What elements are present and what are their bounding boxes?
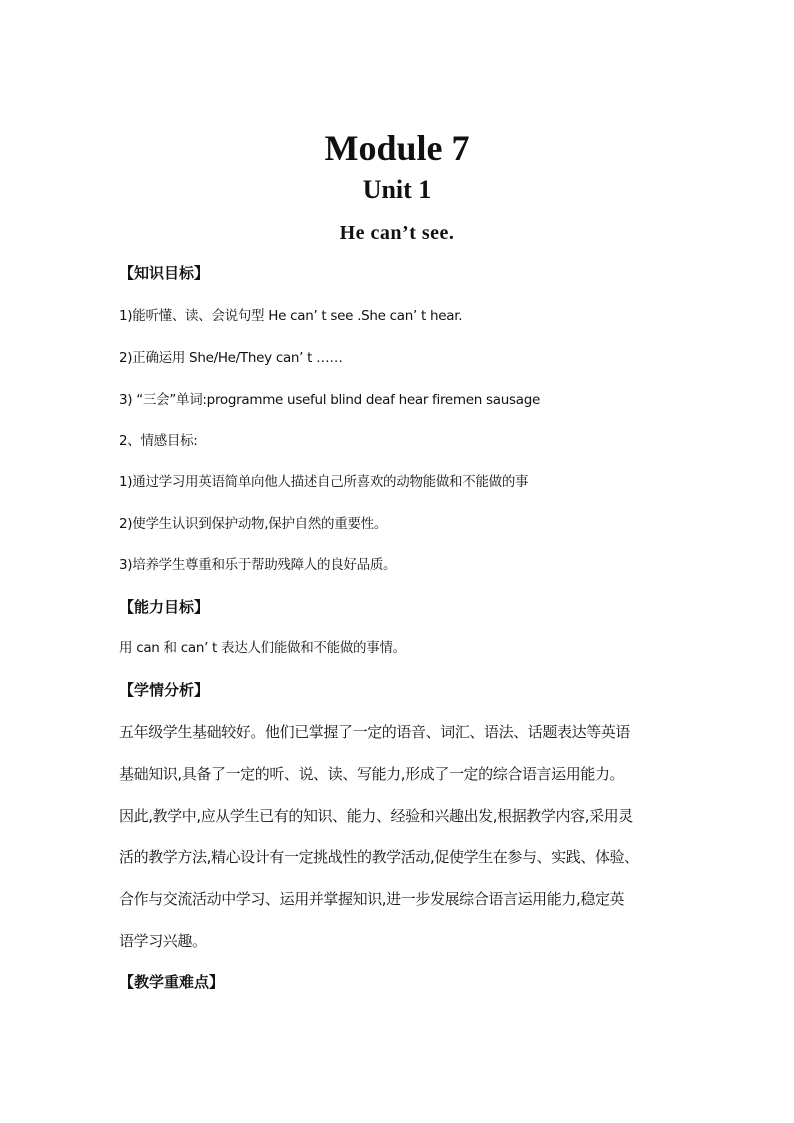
emotion-goals-heading: 2、情感目标:	[119, 433, 198, 449]
emotion-goal-item: 3)培养学生尊重和乐于帮助残障人的良好品质。	[119, 557, 397, 573]
learner-analysis-line: 因此,教学中,应从学生已有的知识、能力、经验和兴趣出发,根据教学内容,采用灵	[119, 807, 633, 825]
knowledge-goal-item: 2)正确运用 She/He/They can’ t ……	[119, 350, 343, 366]
learner-analysis-line: 语学习兴趣。	[119, 932, 207, 950]
learner-analysis-line: 活的教学方法,精心设计有一定挑战性的教学活动,促使学生在参与、实践、体验、	[119, 848, 639, 866]
learner-analysis-heading: 【学情分析】	[119, 681, 210, 699]
learner-analysis-line: 基础知识,具备了一定的听、说、读、写能力,形成了一定的综合语言运用能力。	[119, 765, 625, 783]
knowledge-goals-heading: 【知识目标】	[119, 264, 210, 282]
knowledge-goal-item: 1)能听懂、读、会说句型 He can’ t see .She can’ t hear.	[119, 308, 463, 324]
learner-analysis-line: 合作与交流活动中学习、运用并掌握知识,进一步发展综合语言运用能力,稳定英	[119, 890, 625, 908]
ability-goal-text: 用 can 和 can’ t 表达人们能做和不能做的事情。	[119, 640, 406, 656]
lesson-title: He can’t see.	[339, 222, 455, 244]
knowledge-goal-item: 3) “三会”单词:programme useful blind deaf hear firemen sausage	[119, 392, 540, 408]
ability-goals-heading: 【能力目标】	[119, 598, 210, 616]
document-title: Module 7	[324, 128, 470, 168]
emotion-goal-item: 1)通过学习用英语简单向他人描述自己所喜欢的动物能做和不能做的事	[119, 474, 529, 490]
learner-analysis-line: 五年级学生基础较好。他们已掌握了一定的语音、词汇、语法、话题表达等英语	[119, 723, 631, 741]
emotion-goal-item: 2)使学生认识到保护动物,保护自然的重要性。	[119, 516, 388, 532]
key-difficulties-heading: 【教学重难点】	[119, 973, 225, 991]
unit-title: Unit 1	[362, 175, 432, 204]
